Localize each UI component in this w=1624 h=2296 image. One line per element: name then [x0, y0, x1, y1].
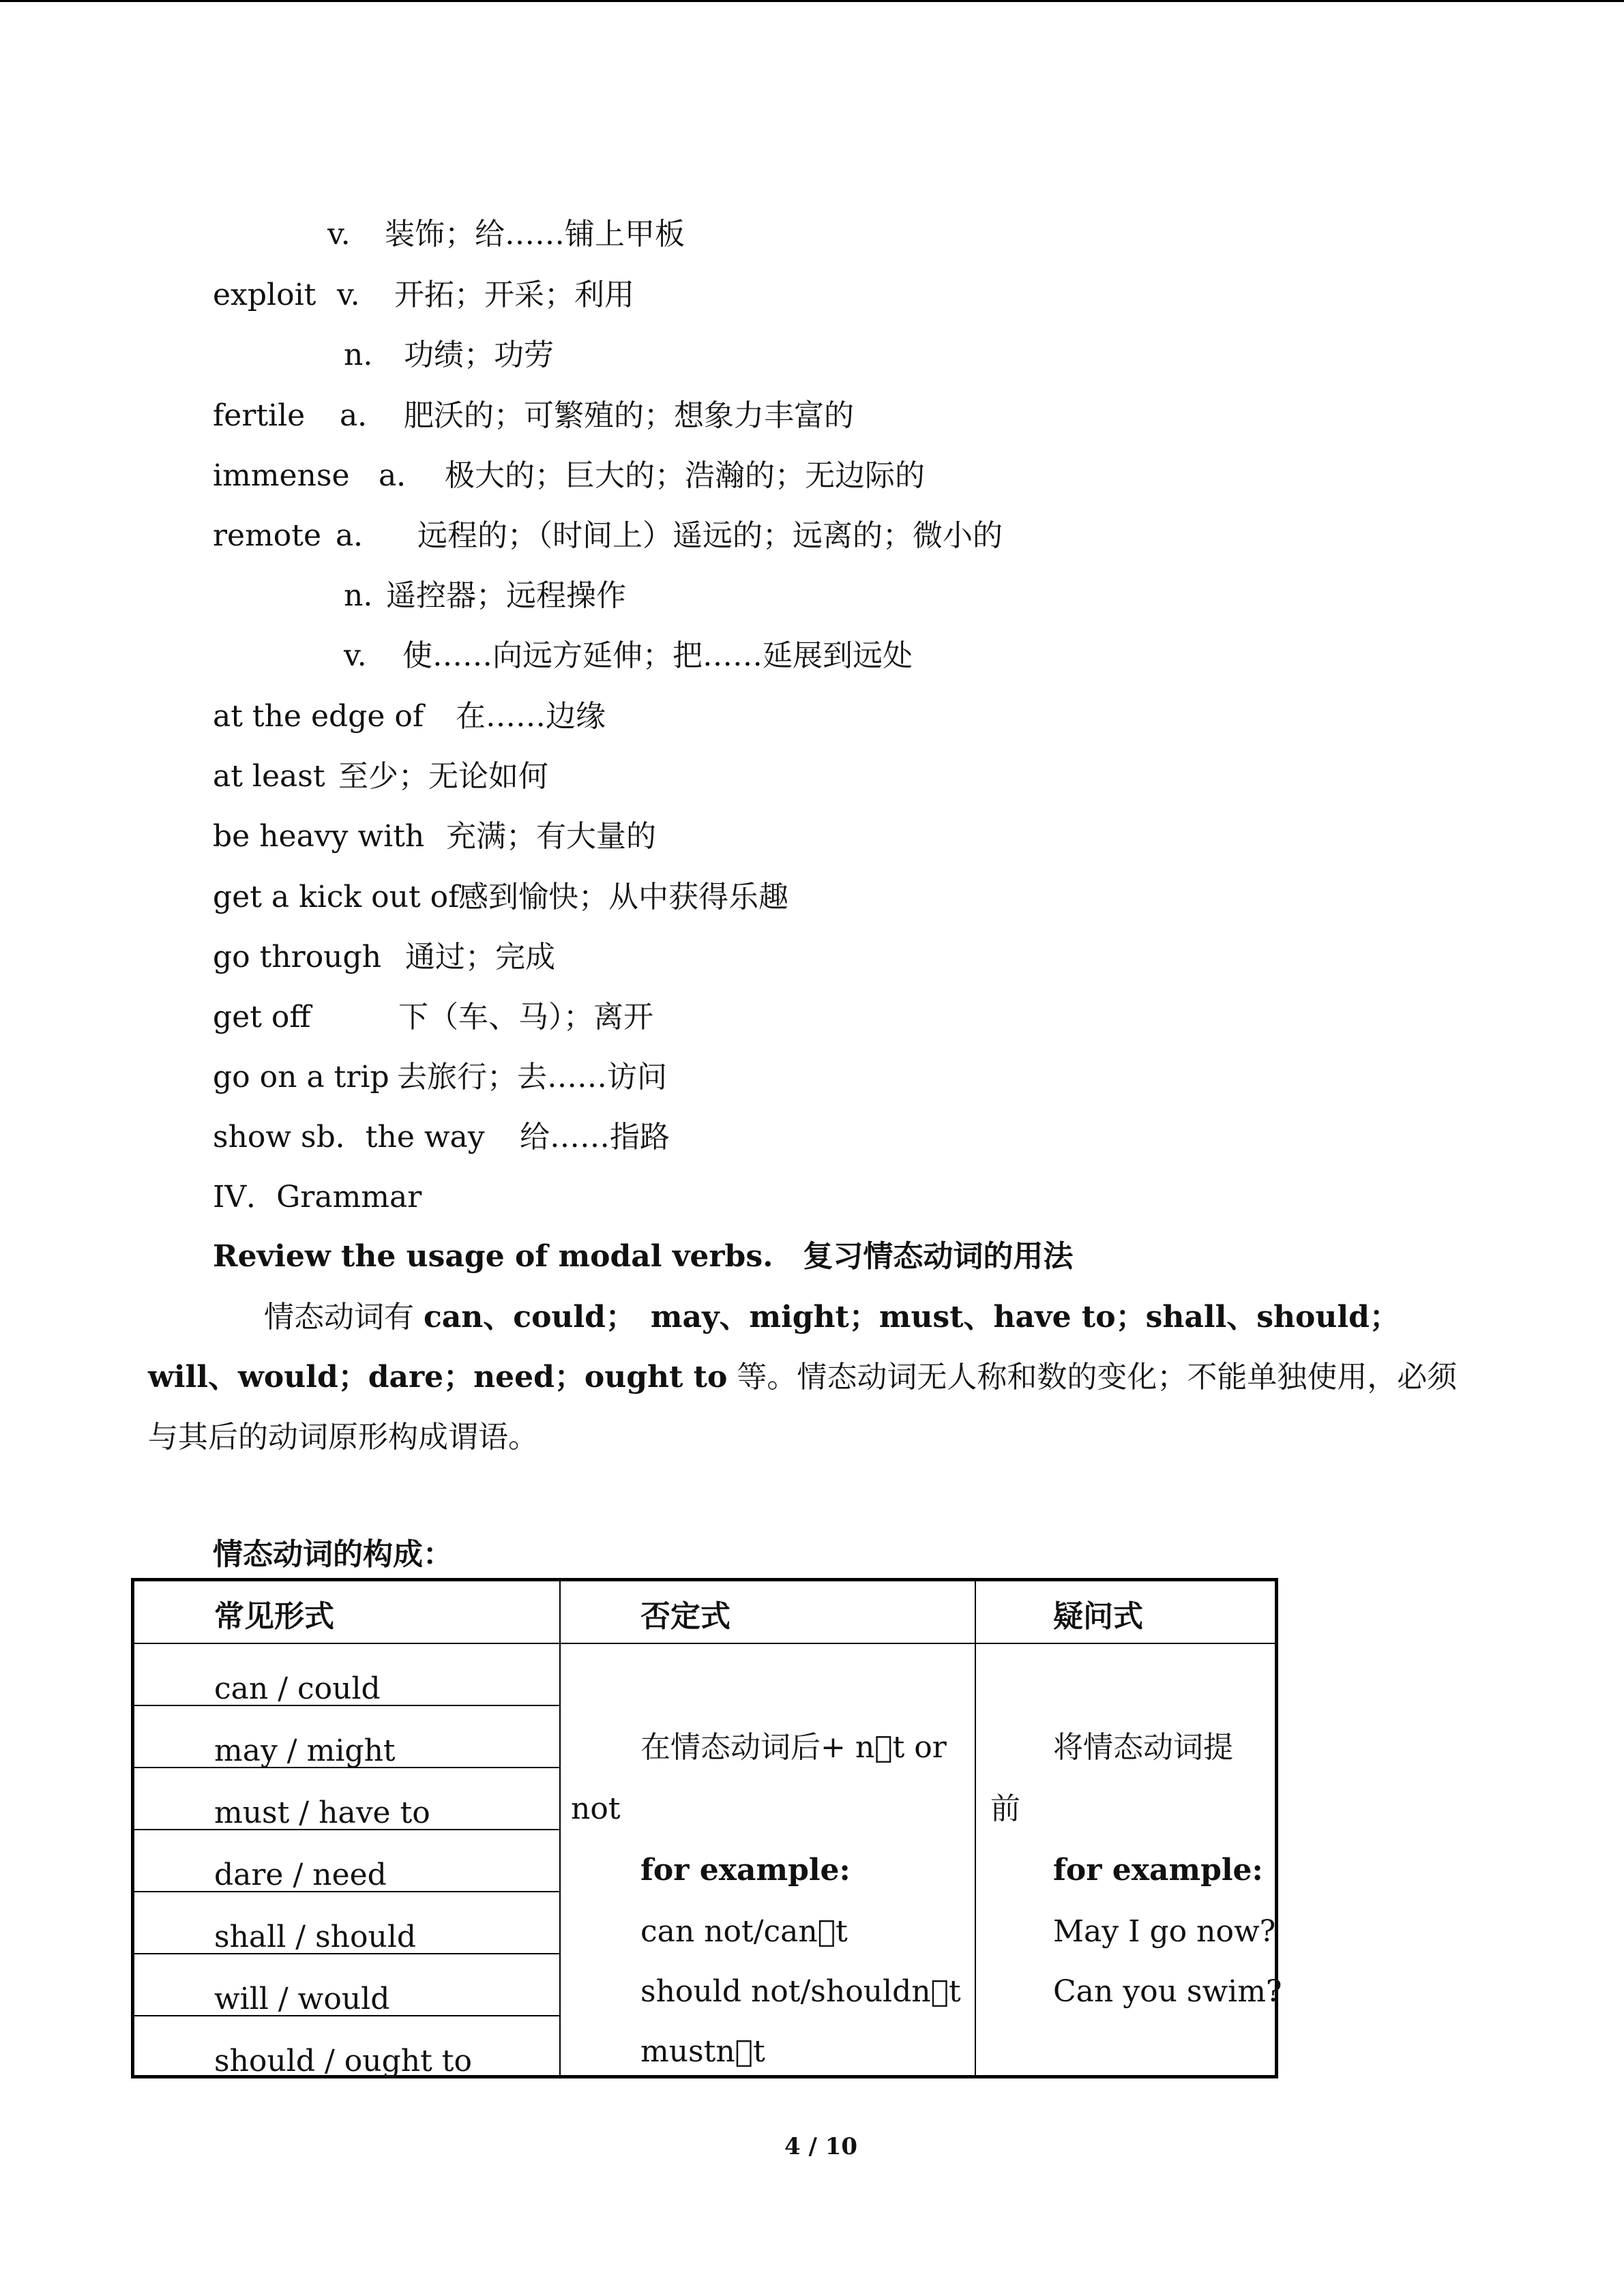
- table-header-question: 疑问式: [1053, 1599, 1143, 1634]
- page-number: 4 / 10: [784, 2133, 858, 2160]
- negative-example: should not/shouldn t: [640, 1974, 961, 2009]
- vocab-meaning: 遥控器；远程操作: [386, 578, 626, 613]
- question-rule: 将情态动词提: [1053, 1730, 1233, 1765]
- vocab-meaning: 肥沃的；可繁殖的；想象力丰富的: [404, 398, 854, 433]
- vocab-term: remote: [213, 518, 322, 553]
- table-form-cell: shall / should: [214, 1920, 417, 1954]
- phrase-meaning: 下（车、马）；离开: [398, 1000, 653, 1034]
- phrase: show sb．the way: [213, 1120, 485, 1154]
- negative-example: mustn t: [640, 2034, 765, 2069]
- vocab-pos: n.: [344, 338, 373, 372]
- intro-modal-list: can、could； may、might；must、have to；shall、should；will、would；dare；need；ought to: [148, 1300, 1400, 1395]
- phrase-meaning: 感到愉快；从中获得乐趣: [458, 880, 788, 914]
- phrase-meaning: 充满；有大量的: [446, 819, 656, 854]
- table-form-cell: must / have to: [214, 1795, 430, 1830]
- phrase: be heavy with: [213, 819, 425, 854]
- phrase-meaning: 在……边缘: [456, 699, 606, 734]
- negative-example-label: for example:: [640, 1853, 851, 1888]
- table-col-divider: [975, 1581, 976, 2075]
- vocab-pos: a．: [340, 398, 388, 433]
- question-example: May I go now?: [1053, 1914, 1276, 1949]
- table-form-cell: may / might: [214, 1733, 396, 1768]
- intro-text-2: 等。情态动词无人称和数的变化；不能单独使用，必须与其后的动词原形构成谓语。: [148, 1360, 1458, 1455]
- table-col-divider: [559, 1581, 561, 2075]
- phrase: go through: [213, 940, 382, 974]
- vocab-term: immense: [213, 458, 350, 493]
- negative-rule: 在情态动词后+ n t or: [640, 1730, 947, 1765]
- modal-verb-table: [131, 1578, 1282, 2078]
- table-header-divider: [134, 1643, 1275, 1644]
- vocab-pos: a．: [336, 518, 384, 553]
- table-form-cell: can / could: [214, 1671, 381, 1706]
- phrase-meaning: 给……指路: [520, 1120, 670, 1154]
- table-header-forms: 常见形式: [214, 1599, 334, 1634]
- vocab-pos: v.: [327, 217, 351, 252]
- table-header-negative: 否定式: [640, 1599, 730, 1634]
- phrase: get a kick out of: [213, 880, 460, 914]
- phrase: at the edge of: [213, 699, 424, 734]
- vocab-pos: n.: [344, 578, 373, 613]
- vocab-pos: v.: [337, 278, 360, 312]
- phrase: go on a trip: [213, 1060, 389, 1094]
- grammar-intro-paragraph: [148, 1287, 1478, 1467]
- table-title: 情态动词的构成：: [213, 1537, 453, 1572]
- table-form-cell: will / would: [214, 1982, 390, 2016]
- phrase: get off: [213, 1000, 311, 1034]
- phrase-meaning: 去旅行；去……访问: [397, 1060, 667, 1094]
- vocab-term: exploit: [213, 278, 316, 312]
- vocab-meaning: 功绩；功劳: [404, 338, 554, 372]
- intro-text-1: 情态动词有: [264, 1300, 424, 1335]
- table-form-cell: dare / need: [214, 1858, 387, 1892]
- vocab-meaning: 远程的；（时间上）遥远的；远离的；微小的: [417, 518, 1003, 553]
- page-top-border: [0, 0, 1624, 2]
- vocab-meaning: 开拓；开采；利用: [394, 278, 634, 312]
- negative-example: can not/can t: [640, 1914, 848, 1949]
- vocab-term: fertile: [213, 398, 306, 433]
- vocab-meaning: 装饰；给……铺上甲板: [385, 217, 685, 252]
- table-form-cell: should / ought to: [214, 2044, 472, 2078]
- negative-rule-cont: not: [571, 1791, 621, 1826]
- vocab-pos: a．: [379, 458, 427, 493]
- section-heading: IV．Grammar: [213, 1180, 422, 1214]
- question-example: Can you swim?: [1053, 1974, 1282, 2009]
- phrase-meaning: 至少；无论如何: [338, 759, 548, 794]
- grammar-subheading: Review the usage of modal verbs. 复习情态动词的用法: [213, 1239, 1074, 1274]
- vocab-meaning: 使……向远方延伸；把……延展到远处: [402, 638, 913, 673]
- phrase: at least: [213, 759, 325, 794]
- question-rule-cont: 前: [990, 1791, 1020, 1826]
- phrase-meaning: 通过；完成: [405, 940, 555, 974]
- question-example-label: for example:: [1053, 1853, 1263, 1888]
- vocab-pos: v.: [344, 638, 367, 673]
- vocab-meaning: 极大的；巨大的；浩瀚的；无边际的: [445, 458, 925, 493]
